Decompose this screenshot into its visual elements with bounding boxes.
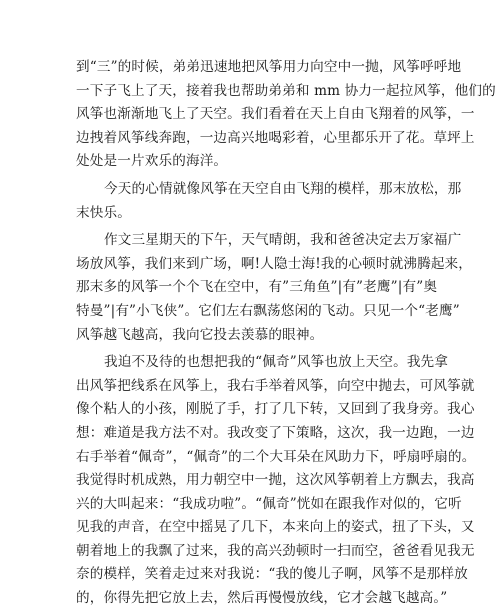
article-body — [76, 56, 496, 615]
text-line: 奈的模样，笑着走过来对我说：“我的傻儿子啊，风筝不是那样放 — [76, 566, 468, 583]
text-line: 想：难道是我方法不对。我改变了下策略，这次，我一边跑，一边 — [76, 424, 475, 441]
text-line: 末快乐。 — [76, 204, 131, 221]
text-line: 兴的大叫起来：“我成功啦”。“佩奇”恍如在跟我作对似的，它听 — [76, 495, 462, 512]
text-line: 见我的声音，在空中摇晃了几下，本来向上的姿式，扭了下头，又 — [76, 519, 475, 536]
text-line: 边拽着风筝线奔跑，一边高兴地喝彩着，心里都乐开了花。草坪上 — [76, 129, 475, 146]
text-line: 一下子飞上了天，接着我也帮助弟弟和 mm 协力一起拉风筝，他们的 — [76, 82, 496, 99]
paragraph-2 — [76, 178, 462, 225]
text-line: 到“三”的时候，弟弟迅速地把风筝用力向空中一抛，风筝呼呼地 — [76, 59, 462, 75]
text-line: 那末多的风筝一个个飞在空中，有”三角鱼”|有”老鹰”|有”奥 — [76, 279, 438, 296]
paragraph-1 — [76, 56, 496, 174]
text-line: 处处是一片欢乐的海洋。 — [76, 153, 228, 170]
text-line: 特曼”|有”小飞侠”。它们左右飘荡悠闲的飞动。只见一个“老鹰” — [76, 302, 460, 319]
text-line: 我觉得时机成熟，用力朝空中一抛，这次风筝朝着上方飘去，我高 — [76, 472, 475, 489]
paragraph-3 — [76, 229, 473, 347]
text-line: 场放风筝，我们来到广场，啊!人隐士海!我的心顿时就沸腾起来， — [76, 255, 473, 272]
text-line: 像个粘人的小孩，刚脱了手，打了几下转，又回到了我身旁。我心 — [76, 401, 475, 418]
text-line: 今天的心情就像风筝在天空自由飞翔的模样，那末放松，那 — [104, 180, 462, 197]
text-line: 出风筝把线系在风筝上，我右手举着风筝，向空中抛去，可风筝就 — [76, 377, 475, 394]
text-line: 朝着地上的我飘了过来，我的高兴劲顿时一扫而空，爸爸看见我无 — [76, 542, 475, 559]
text-line: 作文三星期天的下午，天气晴朗，我和爸爸决定去万家福广 — [104, 232, 462, 249]
text-line: 我迫不及待的也想把我的“佩奇”风筝也放上天空。我先拿 — [104, 354, 449, 371]
text-line: 的，你得先把它放上去，然后再慢慢放线，它才会越飞越高。” — [76, 590, 448, 607]
text-line: 风筝也渐渐地飞上了天空。我们看着在天上自由飞翔着的风筝，一 — [76, 106, 475, 123]
text-line: 右手举着“佩奇”，“佩奇”的二个大耳朵在风助力下，呼扇呼扇的。 — [76, 448, 476, 465]
text-line: 风筝越飞越高，我向它投去羡慕的眼神。 — [76, 326, 324, 343]
paragraph-4 — [76, 351, 476, 611]
